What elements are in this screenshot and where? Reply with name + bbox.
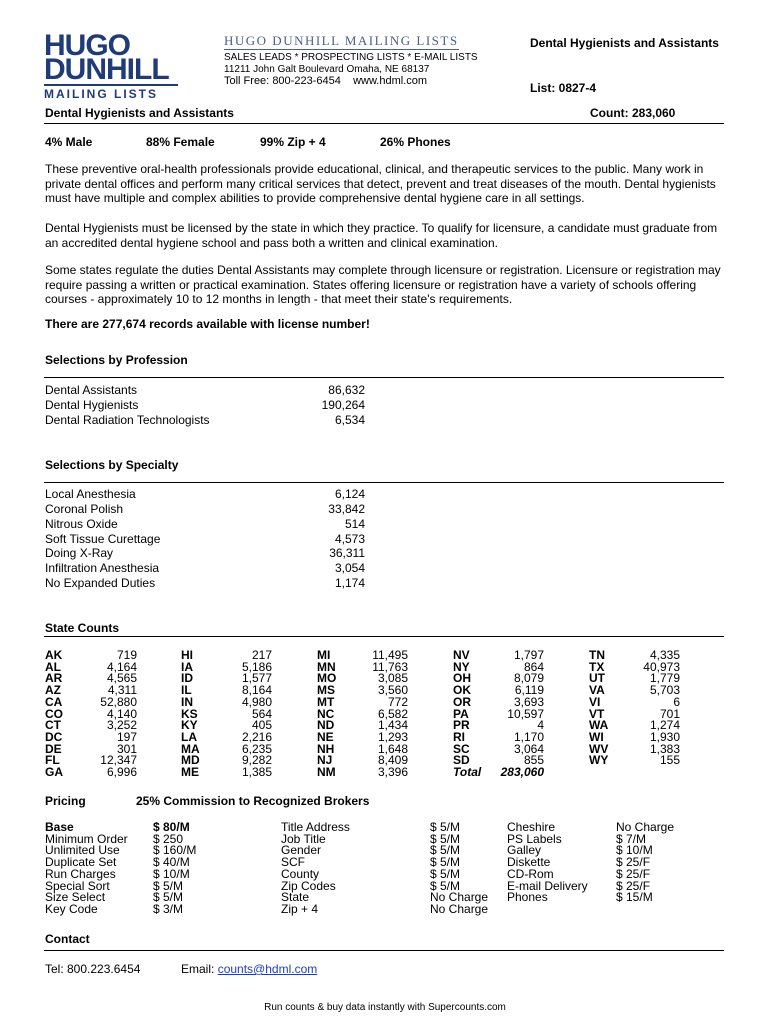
state-code: IN — [181, 694, 193, 709]
state-code: AL — [45, 659, 61, 674]
state-code: UT — [589, 671, 605, 686]
logo-line-3: MAILING LISTS — [44, 84, 178, 101]
price-value: $ 3/M — [153, 901, 184, 916]
price-label: Phones — [507, 890, 548, 905]
selection-value: 6,534 — [334, 413, 365, 427]
price-value: $ 25/F — [616, 866, 651, 881]
price-label: Minimum Order — [45, 831, 128, 846]
price-value: No Charge — [430, 901, 489, 916]
selection-value: 514 — [344, 517, 365, 531]
state-count: 3,693 — [513, 694, 544, 709]
state-code: VT — [589, 706, 605, 721]
email-label: Email: — [181, 962, 215, 976]
price-label: Job Title — [281, 831, 326, 846]
state-count: 1,779 — [649, 671, 680, 686]
list-item — [45, 546, 365, 561]
state-code: WA — [589, 718, 609, 733]
specialty-heading: Selections by Specialty — [45, 458, 179, 472]
selection-label: Local Anesthesia — [45, 487, 136, 501]
state-code: OK — [453, 683, 471, 698]
price-value: $ 5/M — [430, 855, 461, 870]
state-count: 405 — [251, 718, 272, 733]
state-code: MS — [317, 683, 335, 698]
state-count: 1,274 — [649, 718, 680, 733]
logo-line-1: HUGO — [44, 29, 130, 62]
state-count: 301 — [116, 741, 137, 756]
list-item — [45, 517, 365, 532]
state-code: VA — [589, 683, 605, 698]
state-code: TX — [589, 659, 605, 674]
state-code: AK — [45, 648, 63, 662]
price-label: Key Code — [45, 901, 98, 916]
state-code: IL — [181, 683, 192, 698]
price-label: Special Sort — [45, 878, 110, 893]
list-number: List: 0827-4 — [530, 81, 597, 95]
selection-label: No Expanded Duties — [45, 576, 156, 590]
state-values-col-3 — [352, 650, 408, 779]
pricing-labels-2 — [281, 822, 350, 916]
state-count: 9,282 — [241, 753, 272, 768]
state-code: MT — [317, 694, 335, 709]
state-code: SD — [453, 753, 470, 768]
price-value: $ 15/M — [616, 890, 653, 905]
pricing-heading: Pricing — [45, 794, 86, 808]
state-count: 1,170 — [513, 729, 544, 744]
state-code: NM — [317, 765, 336, 780]
summary-title: Dental Hygienists and Assistants — [45, 106, 234, 120]
regulation-paragraph: Some states regulate the duties Dental Assistants may complete through licensure or registration. Licensure or registration may require passing a written or practical examination. States offering licensure or registration have a variety of schools offering courses - approximately 10 to 12 months in length - that meet their state's requirements. — [45, 263, 721, 306]
state-count: 1,797 — [513, 648, 544, 662]
state-count: 1,383 — [649, 741, 680, 756]
state-code: LA — [181, 729, 197, 744]
state-count: 564 — [251, 706, 272, 721]
state-code: DE — [45, 741, 62, 756]
state-count: 10,597 — [507, 706, 544, 721]
state-count: 11,763 — [372, 659, 408, 674]
price-label: Zip Codes — [281, 878, 336, 893]
state-count: 1,385 — [241, 765, 272, 780]
state-code: NH — [317, 741, 335, 756]
state-code: OH — [453, 671, 471, 686]
state-count: 3,252 — [106, 718, 137, 733]
state-code: HI — [181, 648, 193, 662]
state-count: 855 — [523, 753, 544, 768]
list-item — [45, 576, 365, 591]
description-paragraph: These preventive oral-health professionals provide educational, clinical, and therapeutic services to the public. Many work in private dental offices and perform many critical services that detect, prevent and treat diseases of the mouth. Dental hygienists must have multiple and complex abilities to provide comprehensive dental hygiene care in all settings. — [45, 162, 716, 205]
price-value: $ 7/M — [616, 831, 647, 846]
price-value: $ 40/M — [153, 855, 190, 870]
price-value: $ 25/F — [616, 878, 651, 893]
list-item — [45, 398, 365, 413]
price-value: $ 25/F — [616, 855, 651, 870]
licensure-paragraph: Dental Hygienists must be licensed by the state in which they practice. To qualify for licensure, a candidate must graduate from an accredited dental hygiene school and pass both a written and clinical examination. — [45, 221, 718, 250]
selection-value: 4,573 — [334, 532, 365, 546]
selection-value: 1,174 — [334, 576, 365, 590]
list-title: Dental Hygienists and Assistants — [530, 36, 719, 50]
state-counts-heading: State Counts — [45, 621, 120, 635]
state-code: AR — [45, 671, 63, 686]
state-count: 40,973 — [643, 659, 680, 674]
state-code: AZ — [45, 683, 61, 698]
state-code: FL — [45, 753, 60, 768]
selection-value: 190,264 — [321, 398, 365, 412]
divider — [44, 377, 724, 378]
state-count: 4,140 — [106, 706, 137, 721]
total-label: Total — [453, 765, 482, 780]
divider — [44, 482, 724, 483]
price-label: Cheshire — [507, 820, 556, 834]
state-code: WI — [589, 729, 604, 744]
selection-label: Coronal Polish — [45, 502, 124, 516]
state-count: 217 — [251, 648, 272, 662]
state-count: 11,495 — [372, 648, 408, 662]
state-code: OR — [453, 694, 471, 709]
divider — [44, 950, 724, 951]
address: 11211 John Galt Boulevard Omaha, NE 68137 — [224, 64, 430, 75]
price-label: Zip + 4 — [281, 901, 319, 916]
state-code: NY — [453, 659, 470, 674]
contact-email — [181, 962, 317, 976]
pricing-labels-3 — [507, 822, 588, 904]
list-item — [45, 502, 365, 517]
state-code: RI — [453, 729, 465, 744]
state-count: 4,164 — [106, 659, 137, 674]
tagline: SALES LEADS * PROSPECTING LISTS * E-MAIL LISTS — [224, 52, 478, 63]
selection-label: Infiltration Anesthesia — [45, 561, 160, 575]
state-codes-col-4 — [453, 650, 493, 779]
state-count: 4,565 — [106, 671, 137, 686]
state-code: MO — [317, 671, 337, 686]
state-code: NV — [453, 648, 470, 662]
contact-phone: Tel: 800.223.6454 — [45, 962, 141, 976]
price-value: $ 5/M — [430, 820, 461, 834]
state-code: IA — [181, 659, 193, 674]
state-count: 5,703 — [649, 683, 680, 698]
state-code: NE — [317, 729, 334, 744]
price-value: $ 160/M — [153, 843, 197, 858]
state-count: 3,064 — [513, 741, 544, 756]
state-count: 864 — [523, 659, 544, 674]
state-count: 6,119 — [514, 683, 544, 698]
list-item — [45, 487, 365, 502]
selection-label: Dental Radiation Technologists — [45, 413, 210, 427]
state-code: PR — [453, 718, 470, 733]
state-count: 4,311 — [107, 683, 137, 698]
state-code: TN — [589, 648, 605, 662]
state-count: 701 — [659, 706, 680, 721]
price-label: Run Charges — [45, 866, 116, 881]
state-codes-col-5 — [589, 650, 619, 767]
state-code: ME — [181, 765, 199, 780]
state-count: 6,235 — [241, 741, 272, 756]
price-value: No Charge — [616, 820, 675, 834]
price-label: County — [281, 866, 320, 881]
state-count: 6,582 — [377, 706, 408, 721]
divider — [44, 123, 724, 124]
logo-line-2: DUNHILL — [44, 53, 169, 86]
price-value: No Charge — [430, 890, 489, 905]
selection-label: Soft Tissue Curettage — [45, 532, 161, 546]
state-count: 2,216 — [241, 729, 272, 744]
selection-label: Dental Assistants — [45, 383, 138, 397]
toll-free-label: Toll Free: — [224, 75, 270, 87]
price-value: $ 5/M — [153, 878, 184, 893]
state-count: 52,880 — [100, 694, 137, 709]
price-value: $ 80/M — [153, 820, 190, 834]
pricing-values-3 — [616, 822, 674, 904]
state-count: 1,434 — [377, 718, 408, 733]
pricing-labels-1 — [45, 822, 128, 916]
state-count: 719 — [116, 648, 137, 662]
list-item — [45, 413, 365, 428]
price-value: $ 5/M — [430, 843, 461, 858]
state-count: 12,347 — [100, 753, 137, 768]
state-count: 772 — [387, 694, 408, 709]
state-code: WY — [589, 753, 609, 768]
state-count: 1,293 — [377, 729, 408, 744]
price-value: $ 5/M — [430, 878, 461, 893]
list-item — [45, 532, 365, 547]
state-code: MI — [317, 648, 331, 662]
price-label: Base — [45, 820, 74, 834]
price-value: $ 10/M — [616, 843, 653, 858]
price-label: Unlimited Use — [45, 843, 120, 858]
price-label: Size Select — [45, 890, 106, 905]
list-item — [45, 561, 365, 576]
state-code: NC — [317, 706, 335, 721]
company-name: HUGO DUNHILL MAILING LISTS — [224, 33, 459, 48]
toll-free — [224, 75, 427, 87]
email-link[interactable]: counts@hdml.com — [217, 962, 318, 976]
state-count: 155 — [659, 753, 680, 768]
footer-note: Run counts & buy data instantly with Supercounts.com — [264, 1002, 506, 1013]
state-code: DC — [45, 729, 63, 744]
phones-pct: 26% Phones — [380, 135, 451, 149]
price-label: CD-Rom — [507, 866, 554, 881]
state-code: MD — [181, 753, 200, 768]
selection-value: 6,124 — [334, 487, 365, 501]
state-count: 6 — [673, 694, 680, 709]
state-code: CO — [45, 706, 63, 721]
price-label: Galley — [507, 843, 542, 858]
price-value: $ 5/M — [430, 831, 461, 846]
state-count: 3,396 — [377, 765, 408, 780]
state-code: ID — [181, 671, 193, 686]
pricing-values-1 — [153, 822, 196, 916]
female-pct: 88% Female — [146, 135, 215, 149]
male-pct: 4% Male — [45, 135, 93, 149]
commission-note: 25% Commission to Recognized Brokers — [136, 794, 370, 808]
price-value: $ 250 — [153, 831, 184, 846]
state-code: NJ — [317, 753, 333, 768]
summary-count: Count: 283,060 — [590, 106, 676, 120]
divider — [44, 636, 724, 637]
price-label: PS Labels — [507, 831, 562, 846]
list-item — [45, 383, 365, 398]
price-label: SCF — [281, 855, 305, 870]
selection-value: 86,632 — [328, 383, 365, 397]
selection-label: Nitrous Oxide — [45, 517, 118, 531]
price-value: $ 5/M — [153, 890, 184, 905]
state-count: 8,079 — [513, 671, 544, 686]
state-count: 197 — [116, 729, 137, 744]
state-codes-col-1 — [45, 650, 75, 779]
state-code: CT — [45, 718, 61, 733]
state-count: 8,409 — [377, 753, 408, 768]
state-values-col-1 — [80, 650, 137, 779]
state-count: 6,996 — [106, 765, 137, 780]
license-records-note: There are 277,674 records available with license number! — [45, 317, 370, 331]
state-values-col-2 — [216, 650, 272, 779]
price-label: Diskette — [507, 855, 551, 870]
state-values-col-4 — [489, 650, 544, 779]
price-label: Title Address — [281, 820, 350, 834]
state-code: WV — [589, 741, 609, 756]
state-code: KS — [181, 706, 198, 721]
state-code: PA — [453, 706, 469, 721]
profession-heading: Selections by Profession — [45, 353, 188, 367]
pricing-values-2 — [430, 822, 488, 916]
selection-value: 33,842 — [328, 502, 365, 516]
contact-heading: Contact — [45, 932, 90, 946]
company-logo — [44, 29, 178, 101]
total-count: 283,060 — [500, 765, 544, 780]
state-count: 1,648 — [377, 741, 408, 756]
state-code: ND — [317, 718, 335, 733]
price-label: E-mail Delivery — [507, 878, 588, 893]
website: www.hdml.com — [353, 75, 428, 87]
zip-pct: 99% Zip + 4 — [260, 135, 326, 149]
price-label: Gender — [281, 843, 322, 858]
state-code: CA — [45, 694, 63, 709]
price-label: State — [281, 890, 310, 905]
state-codes-col-3 — [317, 650, 347, 779]
price-label: Duplicate Set — [45, 855, 117, 870]
selection-label: Dental Hygienists — [45, 398, 139, 412]
state-code: GA — [45, 765, 63, 780]
state-count: 1,577 — [241, 671, 272, 686]
state-count: 3,085 — [377, 671, 408, 686]
price-value: $ 5/M — [430, 866, 461, 881]
state-code: MA — [181, 741, 200, 756]
state-count: 4,980 — [241, 694, 272, 709]
state-count: 3,560 — [377, 683, 408, 698]
state-count: 5,186 — [241, 659, 272, 674]
toll-free-number: 800-223-6454 — [272, 75, 341, 87]
selection-label: Doing X-Ray — [45, 546, 114, 560]
state-count: 4,335 — [649, 648, 680, 662]
state-code: SC — [453, 741, 470, 756]
state-count: 8,164 — [241, 683, 272, 698]
state-count: 4 — [537, 718, 544, 733]
state-code: VI — [589, 694, 601, 709]
selection-value: 36,311 — [329, 546, 365, 560]
selection-value: 3,054 — [334, 561, 365, 575]
state-code: KY — [181, 718, 198, 733]
state-code: MN — [317, 659, 336, 674]
state-codes-col-2 — [181, 650, 211, 779]
state-count: 1,930 — [649, 729, 680, 744]
state-values-col-5 — [624, 650, 680, 767]
price-value: $ 10/M — [153, 866, 190, 881]
